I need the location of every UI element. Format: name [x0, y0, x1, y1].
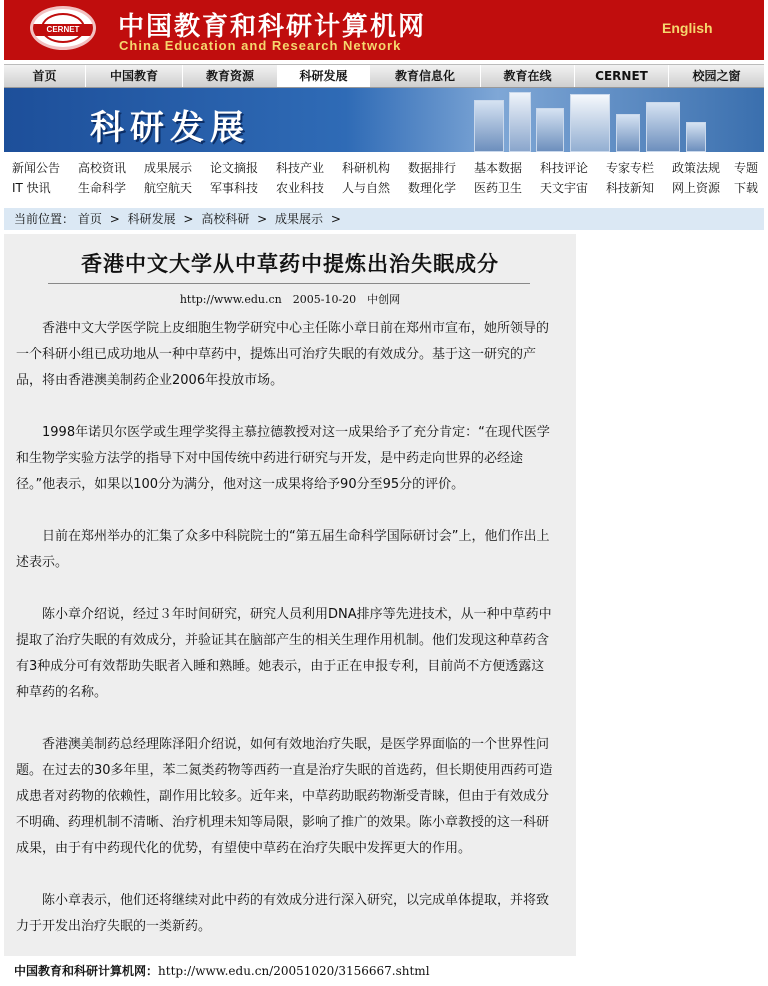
site-title-cn: 中国教育和科研计算机网 [118, 12, 427, 42]
article-paragraph: 香港澳美制药总经理陈泽阳介绍说，如何有效地治疗失眠，是医学界面临的一个世界性问题。在过去的30多年里，苯二氮类药物等西药一直是治疗失眠的首选药，但长期使用西药可造成患者对药物的依赖性，副作用比较多。近年来，中草药助眠药物渐受青睐，但由于有效成分不明确、药理机制不清晰、治疗机理未知等局限，影响了推广的效果。陈小章教授的这一科研成果，由于有中药现代化的优势，有望使中草药在治疗失眠中发挥更大的作用。 [16, 737, 553, 856]
main-nav [4, 64, 764, 88]
category-row [4, 159, 764, 179]
banner-title: 科研发展 [90, 108, 250, 148]
category-link[interactable]: 生命科学 [78, 181, 127, 195]
cernet-logo[interactable] [30, 6, 96, 50]
breadcrumb-link-achievements[interactable]: 成果展示 [275, 212, 324, 226]
category-link[interactable]: 科技新知 [606, 181, 655, 195]
category-link[interactable]: 下载 [734, 181, 759, 195]
source-line [14, 962, 430, 979]
nav-item-research-development[interactable]: 科研发展 [278, 65, 370, 87]
skyline-building [570, 94, 610, 152]
skyline-building [616, 114, 640, 152]
category-links [4, 156, 764, 202]
category-link[interactable]: 网上资源 [672, 181, 721, 195]
article-meta: http://www.edu.cn 2005-10-20 中创网 [179, 293, 401, 306]
breadcrumb-separator: > [257, 212, 268, 226]
category-link[interactable]: 科技评论 [540, 161, 589, 175]
skyline-building [509, 92, 531, 152]
breadcrumb-separator: > [183, 212, 194, 226]
skyline-building [646, 102, 680, 152]
category-link[interactable]: 新闻公告 [12, 161, 61, 175]
category-link[interactable]: 医药卫生 [474, 181, 523, 195]
breadcrumb-prefix: 当前位置： [14, 212, 75, 226]
category-link[interactable]: 基本数据 [474, 161, 523, 175]
article-paragraph: 日前在郑州举办的汇集了众多中科院院士的“第五届生命科学国际研讨会”上，他们作出上述表示。 [16, 529, 550, 570]
nav-item-china-education[interactable]: 中国教育 [86, 65, 183, 87]
source-label: 中国教育和科研计算机网： [14, 964, 159, 978]
category-link[interactable]: 数理化学 [408, 181, 457, 195]
skyline-building [474, 100, 504, 152]
breadcrumb-link-home[interactable]: 首页 [77, 212, 102, 226]
skyline-building [686, 122, 706, 152]
article-paragraph: 陈小章介绍说，经过３年时间研究，研究人员利用DNA排序等先进技术，从一种中草药中提取了治疗失眠的有效成分，并验证其在脑部产生的相关生理作用机制。他们发现这种草药含有3种成分可有效帮助失眠者入睡和熟睡。她表示，由于正在申报专利，目前尚不方便透露这种草药的名称。 [16, 607, 552, 700]
nav-item-campus-window[interactable]: 校园之窗 [669, 65, 764, 87]
category-link[interactable]: 科研机构 [342, 161, 391, 175]
english-link[interactable]: English [662, 20, 713, 36]
nav-item-cernet[interactable]: CERNET [575, 65, 669, 87]
skyline-building [536, 108, 564, 152]
category-row [4, 179, 764, 199]
source-url[interactable]: http://www.edu.cn/20051020/3156667.shtml [158, 964, 430, 978]
nav-item-education-online[interactable]: 教育在线 [481, 65, 575, 87]
category-link[interactable]: 专题 [734, 161, 759, 175]
site-title-en: China Education and Research Network [119, 38, 402, 53]
breadcrumb-link-university-research[interactable]: 高校科研 [201, 212, 250, 226]
article-paragraph: 1998年诺贝尔医学或生理学奖得主慕拉德教授对这一成果给予了充分肯定：“在现代医学和生物学实验方法学的指导下对中国传统中药进行研究与开发，是中药走向世界的必经途径。”他表示，如果以100分为满分，他对这一成果将给予90分至95分的评价。 [16, 425, 550, 492]
article [4, 234, 576, 956]
breadcrumb-separator: > [109, 212, 120, 226]
category-link[interactable]: 航空航天 [144, 181, 193, 195]
nav-item-home[interactable]: 首页 [4, 65, 86, 87]
category-link[interactable]: 高校资讯 [78, 161, 127, 175]
category-link[interactable]: 数据排行 [408, 161, 457, 175]
article-body [16, 316, 556, 966]
breadcrumb [4, 208, 764, 230]
logo-text: CERNET [33, 24, 93, 36]
category-link[interactable]: 军事科技 [210, 181, 259, 195]
category-link[interactable]: 农业科技 [276, 181, 325, 195]
nav-item-education-it[interactable]: 教育信息化 [370, 65, 481, 87]
breadcrumb-link-research[interactable]: 科研发展 [127, 212, 176, 226]
category-link[interactable]: 政策法规 [672, 161, 721, 175]
site-header [4, 0, 764, 60]
category-link[interactable]: 成果展示 [144, 161, 193, 175]
article-title: 香港中文大学从中草药中提炼出治失眠成分 [81, 251, 499, 276]
section-banner [4, 88, 764, 152]
title-divider [48, 283, 530, 284]
category-link[interactable]: 论文摘报 [210, 161, 259, 175]
nav-item-education-resources[interactable]: 教育资源 [183, 65, 278, 87]
category-link[interactable]: 天文宇宙 [540, 181, 589, 195]
category-link[interactable]: IT 快讯 [12, 181, 51, 195]
article-paragraph: 香港中文大学医学院上皮细胞生物学研究中心主任陈小章日前在郑州市宣布，她所领导的一个科研小组已成功地从一种中草药中，提炼出可治疗失眠的有效成分。基于这一研究的产品，将由香港澳美制药企业2006年投放市场。 [16, 321, 550, 388]
category-link[interactable]: 专家专栏 [606, 161, 655, 175]
category-link[interactable]: 人与自然 [342, 181, 391, 195]
article-paragraph: 陈小章表示，他们还将继续对此中药的有效成分进行深入研究，以完成单体提取，并将致力于开发出治疗失眠的一类新药。 [16, 893, 550, 934]
breadcrumb-separator: > [330, 212, 341, 226]
category-link[interactable]: 科技产业 [276, 161, 325, 175]
